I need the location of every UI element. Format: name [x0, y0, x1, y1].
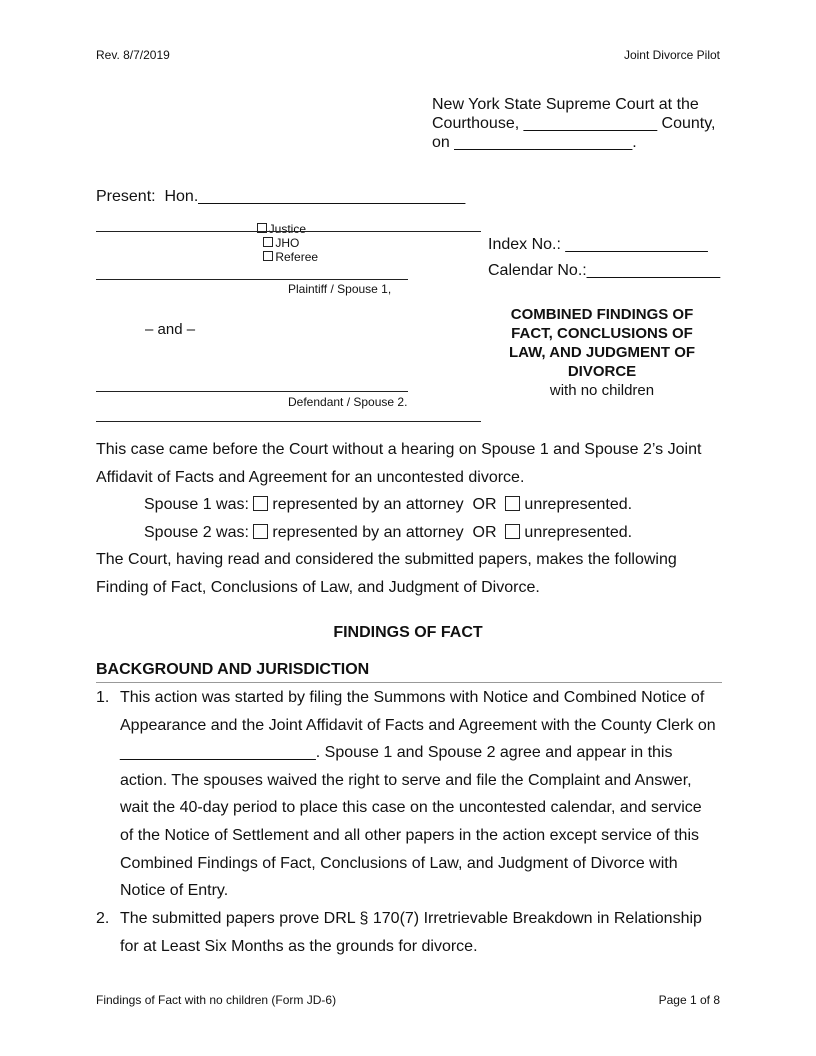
spouse2-unrepresented-checkbox[interactable] — [505, 524, 520, 539]
title-line-4: DIVORCE — [567, 363, 637, 380]
plaintiff-label: Plaintiff / Spouse 1, — [288, 282, 392, 296]
court-line-1: New York State Supreme Court at the — [432, 96, 699, 113]
referee-option[interactable]: Referee — [263, 250, 318, 264]
finding-item-1 — [96, 684, 722, 905]
spouse1-unrepresented-checkbox[interactable] — [505, 496, 520, 511]
intro-paragraph — [96, 436, 726, 601]
title-subtitle: with no children — [549, 382, 655, 399]
item-line: This action was started by filing the Summons with Notice and Combined Notice of — [120, 689, 705, 706]
title-line-2: FACT, CONCLUSIONS OF — [511, 325, 693, 342]
footer-form-name: Findings of Fact with no children (Form JD-6) — [96, 993, 337, 1007]
defendant-name-line[interactable] — [96, 391, 408, 392]
court-line-2: Courthouse, _______________ County, — [432, 115, 716, 132]
spouse1-represented-checkbox[interactable] — [253, 496, 268, 511]
item-number: 2. — [96, 910, 110, 927]
page-number: Page 1 of 8 — [658, 993, 720, 1007]
spouse2-representation: Spouse 2 was: represented by an attorney OR unrepresented. — [144, 523, 633, 541]
and-separator: – and – — [145, 321, 196, 338]
caption-bottom-rule — [96, 421, 481, 422]
court-line-3: on ____________________. — [432, 134, 637, 151]
spouse2-represented-checkbox[interactable] — [253, 524, 268, 539]
item-line: Notice of Entry. — [120, 882, 229, 900]
justice-option[interactable]: Justice — [257, 222, 306, 236]
finding-item-2 — [96, 905, 722, 960]
referee-checkbox[interactable] — [263, 251, 273, 261]
intro-line-2: Affidavit of Facts and Agreement for an uncontested divorce. — [96, 468, 525, 486]
item-line: wait the 40-day period to place this case on the uncontested calendar, and service — [120, 799, 702, 817]
intro-line-1: This case came before the Court without a hearing on Spouse 1 and Spouse 2’s Joint — [96, 441, 702, 458]
section-heading: BACKGROUND AND JURISDICTION — [96, 661, 370, 678]
defendant-label: Defendant / Spouse 2. — [288, 395, 408, 409]
title-line-3: LAW, AND JUDGMENT OF — [508, 344, 696, 361]
item-line: for at Least Six Months as the grounds for divorce. — [120, 937, 478, 955]
present-hon: Present: Hon.______________________________ — [96, 188, 466, 205]
caption-top-rule — [96, 231, 481, 232]
item-line: action. The spouses waived the right to serve and file the Complaint and Answer, — [120, 771, 692, 789]
spouse1-representation: Spouse 1 was: represented by an attorney OR unrepresented. — [144, 496, 633, 513]
findings-heading: FINDINGS OF FACT — [333, 624, 483, 641]
jho-checkbox[interactable] — [263, 237, 273, 247]
program-name: Joint Divorce Pilot — [623, 48, 720, 62]
intro-line-4: Finding of Fact, Conclusions of Law, and Judgment of Divorce. — [96, 578, 540, 596]
section-rule — [96, 682, 722, 683]
judge-type-options — [250, 208, 318, 264]
title-line-1: COMBINED FINDINGS OF — [510, 306, 694, 323]
item-line: Appearance and the Joint Affidavit of Facts and Agreement with the County Clerk on — [120, 716, 716, 734]
item-number: 1. — [96, 689, 110, 706]
revision-date: Rev. 8/7/2019 — [96, 48, 170, 62]
jho-option[interactable]: JHO — [263, 236, 299, 250]
item-line: of the Notice of Settlement and all other papers in the action except service of this — [120, 826, 699, 844]
filing-date-blank[interactable]: ______________________. Spouse 1 and Spouse 2 agree and appear in this — [120, 744, 673, 762]
item-line: Combined Findings of Fact, Conclusions of Law, and Judgment of Divorce with — [120, 854, 678, 872]
calendar-number[interactable]: Calendar No.:_______________ — [488, 262, 721, 279]
plaintiff-name-line[interactable] — [96, 279, 408, 280]
intro-line-3: The Court, having read and considered the submitted papers, makes the following — [96, 551, 677, 568]
document-title — [484, 305, 720, 400]
item-line: The submitted papers prove DRL § 170(7) Irretrievable Breakdown in Relationship — [120, 910, 702, 927]
index-number[interactable]: Index No.: ________________ — [488, 236, 708, 253]
